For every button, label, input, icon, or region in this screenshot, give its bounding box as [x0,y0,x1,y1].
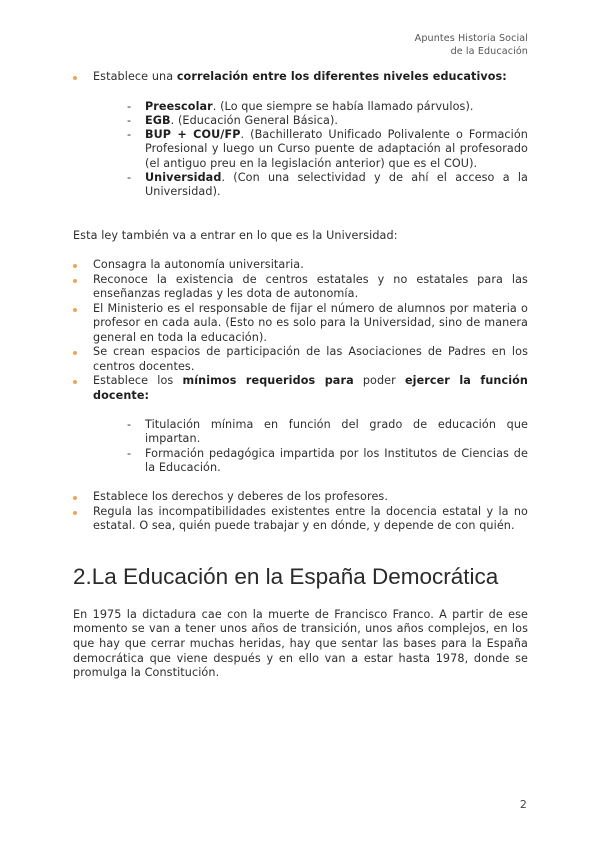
bullet-icon [73,351,77,355]
level-item: - BUP + COU/FP. (Bachillerato Unificado Polivalente o Formación Profesional y luego un Curso puente de adaptación al profesorado (el antiguo preu en la legislación anterior) que es el COU). [127,128,528,170]
bullet-icon [73,511,77,515]
requirements-list [127,418,528,475]
intro-list [73,70,528,85]
page-content [73,70,528,681]
header-subtitle: de la Educación [450,45,528,57]
list-item: Reconoce la existencia de centros estatales y no estatales para las enseñanzas regladas y les dota de autonomía. [57,273,528,302]
bullet-icon [73,279,77,283]
list-item: Consagra la autonomía universitaria. [57,258,528,273]
section-title: La Educación en la España Democrática [91,563,499,589]
bullet-icon [73,380,77,384]
final-list [73,490,528,534]
list-item: Establece los mínimos requeridos para poder ejercer la función docente: [57,374,528,403]
page-number: 2 [519,798,527,811]
list-item: El Ministerio es el responsable de fijar el número de alumnos por materia o profesor en cada aula. (Esto no es solo para la Universidad, sino de manera general en toda la educación). [57,302,528,346]
level-item: - Preescolar. (Lo que siempre se había llamado párvulos). [127,99,474,113]
section-number: 2. [73,563,92,589]
section-paragraph: En 1975 la dictadura cae con la muerte de Francisco Franco. A partir de ese momento se van a tener unos años de transición, unos años complejos, en los que hay que cerrar muchas heridas, hay que sentar las bases para la España democrática que viene después y en ello van a estar hasta 1978, donde se promulga la Constitución. [73,607,528,680]
levels-list [127,100,528,200]
list-item: Establece una correlación entre los diferentes niveles educativos: [57,70,528,85]
list-item: Establece los derechos y deberes de los profesores. [57,490,528,505]
bullet-icon [73,308,77,312]
list-item: Regula las incompatibilidades existentes entre la docencia estatal y la no estatal. O sea, quién puede trabajar y en dónde, y depende de con quién. [57,505,528,534]
section-heading [73,564,528,590]
header-title: Apuntes Historia Social [414,33,528,44]
level-item: - Universidad. (Con una selectividad y de ahí el acceso a la Universidad). [127,170,528,199]
requirement-item: - Formación pedagógica impartida por los Institutos de Ciencias de la Educación. [127,446,528,475]
list-item: Se crean espacios de participación de las Asociaciones de Padres en los centros docentes. [57,345,528,374]
university-list [73,258,528,403]
bullet-icon [73,496,77,500]
level-item: - EGB. (Educación General Básica). [127,113,339,127]
university-intro: Esta ley también va a entrar en lo que es la Universidad: [73,228,398,242]
requirement-item: - Titulación mínima en función del grado de educación que impartan. [127,418,528,446]
bullet-icon [73,264,77,268]
page-header [415,33,528,58]
bullet-icon [73,76,77,80]
